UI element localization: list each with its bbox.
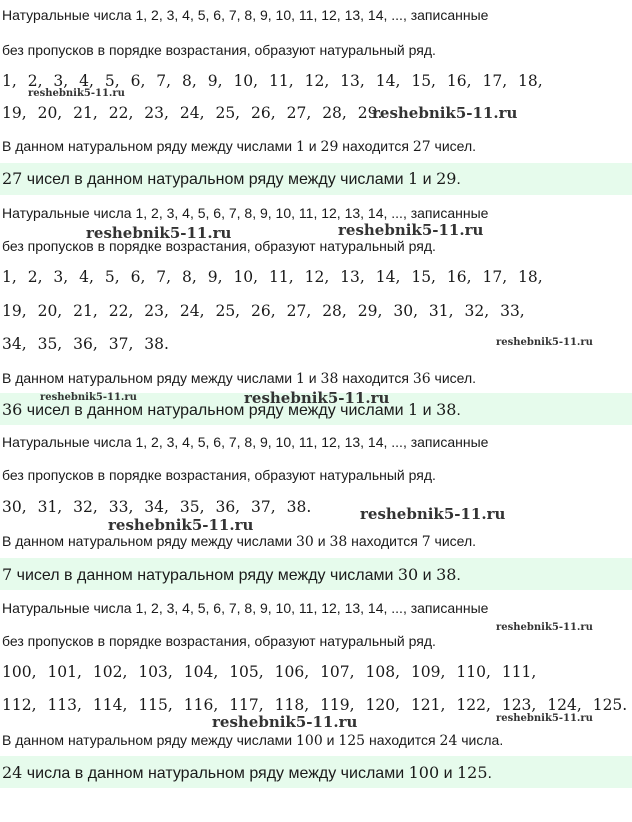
watermark: reshebnik5-11.ru	[372, 104, 518, 122]
watermark: reshebnik5-11.ru	[86, 224, 232, 242]
intro-line-2: без пропусков в порядке возрастания, образуют натуральный ряд.	[2, 238, 436, 254]
watermark: reshebnik5-11.ru	[360, 505, 506, 523]
number-sequence-line: 1, 2, 3, 4, 5, 6, 7, 8, 9, 10, 11, 12, 13, 14, 15, 16, 17, 18,	[2, 268, 543, 286]
number-sequence-line: 19, 20, 21, 22, 23, 24, 25, 26, 27, 28, 29.	[2, 104, 383, 122]
result-statement: В данном натуральном ряду между числами 1 и 29 находится 27 чисел.	[2, 138, 477, 155]
watermark: reshebnik5-11.ru	[496, 622, 593, 633]
result-statement: В данном натуральном ряду между числами 1 и 38 находится 36 чисел.	[2, 370, 477, 387]
answer-statement: 7 чисел в данном натуральном ряду между числами 30 и 38.	[2, 565, 461, 584]
number-sequence-line: 112, 113, 114, 115, 116, 117, 118, 119, 120, 121, 122, 123, 124, 125.	[2, 696, 628, 714]
watermark: reshebnik5-11.ru	[244, 389, 390, 407]
number-sequence-line: 1, 2, 3, 4, 5, 6, 7, 8, 9, 10, 11, 12, 13, 14, 15, 16, 17, 18,	[2, 72, 543, 90]
number-sequence-line: 100, 101, 102, 103, 104, 105, 106, 107, 108, 109, 110, 111,	[2, 663, 537, 681]
watermark: reshebnik5-11.ru	[108, 516, 254, 534]
intro-line-1: Натуральные числа 1, 2, 3, 4, 5, 6, 7, 8, 9, 10, 11, 12, 13, 14, ..., записанные	[2, 434, 489, 450]
result-statement: В данном натуральном ряду между числами 100 и 125 находится 24 числа.	[2, 732, 504, 749]
answer-statement: 27 чисел в данном натуральном ряду между числами 1 и 29.	[2, 169, 461, 188]
intro-line-1: Натуральные числа 1, 2, 3, 4, 5, 6, 7, 8, 9, 10, 11, 12, 13, 14, ..., записанные	[2, 600, 489, 616]
intro-line-2: без пропусков в порядке возрастания, образуют натуральный ряд.	[2, 467, 436, 483]
watermark: reshebnik5-11.ru	[338, 221, 484, 239]
watermark: reshebnik5-11.ru	[496, 337, 593, 348]
watermark: reshebnik5-11.ru	[40, 392, 137, 403]
intro-line-2: без пропусков в порядке возрастания, образуют натуральный ряд.	[2, 42, 436, 58]
number-sequence-line: 30, 31, 32, 33, 34, 35, 36, 37, 38.	[2, 498, 312, 516]
intro-line-1: Натуральные числа 1, 2, 3, 4, 5, 6, 7, 8, 9, 10, 11, 12, 13, 14, ..., записанные	[2, 7, 489, 23]
answer-statement: 24 числа в данном натуральном ряду между числами 100 и 125.	[2, 763, 492, 782]
intro-line-2: без пропусков в порядке возрастания, образуют натуральный ряд.	[2, 633, 436, 649]
number-sequence-line: 19, 20, 21, 22, 23, 24, 25, 26, 27, 28, 29, 30, 31, 32, 33,	[2, 302, 525, 320]
watermark: reshebnik5-11.ru	[28, 88, 125, 99]
number-sequence-line: 34, 35, 36, 37, 38.	[2, 335, 169, 353]
intro-line-1: Натуральные числа 1, 2, 3, 4, 5, 6, 7, 8, 9, 10, 11, 12, 13, 14, ..., записанные	[2, 205, 489, 221]
watermark: reshebnik5-11.ru	[496, 713, 593, 724]
watermark: reshebnik5-11.ru	[212, 713, 358, 731]
answer-statement: 36 чисел в данном натуральном ряду между числами 1 и 38.	[2, 400, 461, 419]
result-statement: В данном натуральном ряду между числами 30 и 38 находится 7 чисел.	[2, 533, 477, 550]
